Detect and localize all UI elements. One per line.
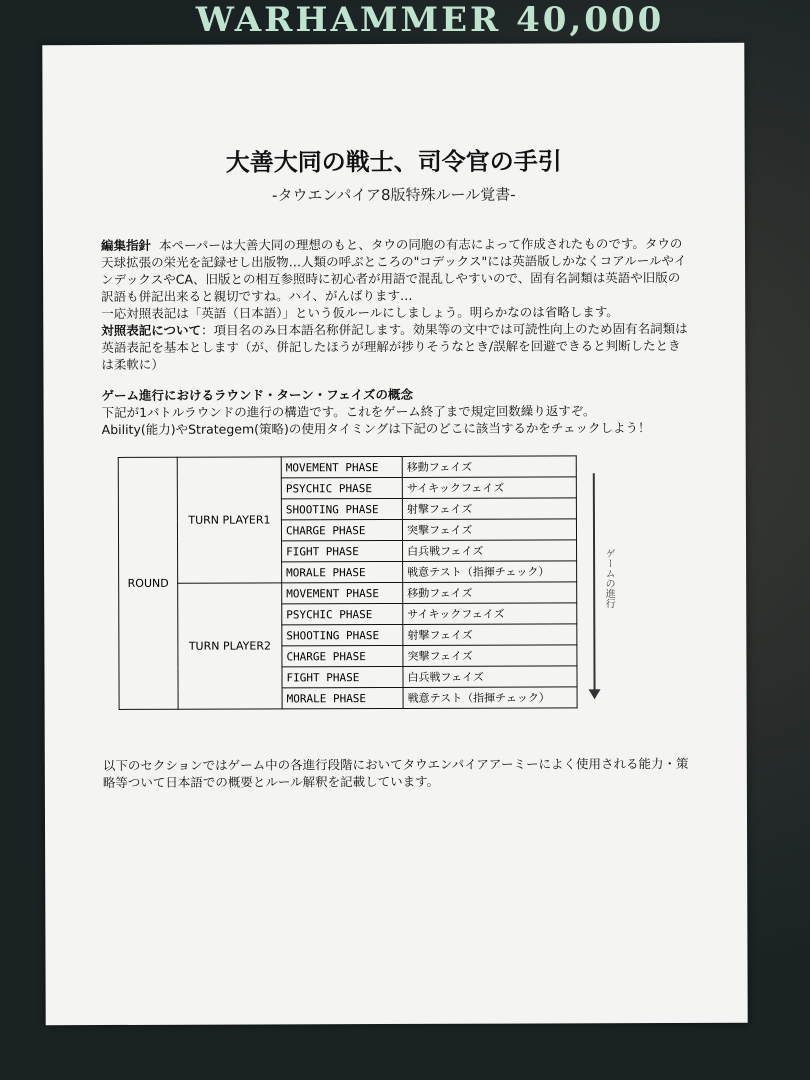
phase-en: MORALE PHASE: [282, 561, 403, 582]
notation-body: ：項目名のみ日本語名称併記します。効果等の文中では可読性向上のため固有名詞類は英語表記を基本とします（が、併記したほうが理解が捗りそうなとき/誤解を回避できると判断したときは柔軟に）: [101, 320, 688, 373]
banner-logo: WARHAMMER 40,000: [195, 0, 665, 40]
intro-body: 本ペーパーは大善大同の理想のもと、タウの同胞の有志によって作成されたものです。タウの天球拡張の栄光を記録せし出版物…人類の呼ぶところの"コデックス"には英語版しかなくコアルールやインデックスやCA、旧版との相互参照時に初心者が用語で混乱しやすいので、固有名詞類は英語や旧版の訳語も併記出来ると親切ですね。ハイ、がんばります…: [101, 235, 687, 305]
phase-jp: 突撃フェイズ: [403, 645, 577, 667]
phase-en: FIGHT PHASE: [282, 666, 403, 687]
phase-en: PSYCHIC PHASE: [282, 603, 403, 624]
table-row: [118, 456, 576, 479]
phase-jp: サイキックフェイズ: [403, 603, 577, 625]
turn-cell: TURN PLAYER2: [178, 583, 282, 709]
closing-paragraph: 以下のセクションではゲーム中の各進行段階においてタウエンパイアアーミーによく使用される能力・策略等ついて日本語での概要とルール解釈を記載しています。: [102, 755, 689, 791]
phase-jp: 突撃フェイズ: [402, 519, 576, 541]
arrow-label: ゲームの進行: [603, 548, 615, 609]
table-row: [119, 582, 577, 605]
phase-jp: 射撃フェイズ: [402, 498, 576, 520]
phase-jp: 戦意テスト（指揮チェック）: [403, 561, 577, 583]
phase-jp: 移動フェイズ: [403, 582, 577, 604]
phase-jp: 戦意テスト（指揮チェック）: [403, 687, 577, 709]
notation-heading: 対照表記について: [101, 322, 202, 339]
page-subtitle: -タウエンパイア8版特殊ルール覚書-: [271, 185, 516, 205]
intro-heading: 編集指針: [100, 237, 152, 254]
phase-jp: サイキックフェイズ: [402, 477, 576, 499]
phase-table: [118, 455, 578, 710]
section-line2: Ability(能力)やStrategem(策略)の使用タイミングは下記のどこに該当するかをチェックしよう！: [101, 420, 651, 438]
phase-en: MORALE PHASE: [282, 687, 403, 708]
phase-jp: 白兵戦フェイズ: [403, 540, 577, 562]
arrow-head-icon: [589, 689, 601, 699]
phase-en: CHARGE PHASE: [282, 645, 403, 666]
phase-en: CHARGE PHASE: [281, 519, 402, 540]
intro-line2: 一応対照表記は「英語（日本語）」という仮ルールにしましょう。明らかなのは省略します。: [101, 304, 619, 322]
phase-jp: 射撃フェイズ: [403, 624, 577, 646]
page-title: 大善大同の戦士、司令官の手引: [225, 147, 562, 177]
intro-paragraph: [101, 235, 691, 373]
phase-en: MOVEMENT PHASE: [282, 582, 403, 603]
section-heading: ゲーム進行におけるラウンド・ターン・フェイズの概念: [101, 386, 414, 404]
turn-cell: TURN PLAYER1: [177, 457, 281, 583]
phase-en: MOVEMENT PHASE: [281, 456, 402, 477]
phase-en: SHOOTING PHASE: [282, 624, 403, 645]
round-cell: ROUND: [118, 457, 178, 709]
phase-jp: 移動フェイズ: [402, 456, 576, 478]
phase-en: SHOOTING PHASE: [281, 498, 402, 519]
document-page: [42, 43, 747, 1025]
progress-arrow: [593, 473, 596, 691]
section-intro: [101, 385, 691, 438]
phase-jp: 白兵戦フェイズ: [403, 666, 577, 688]
phase-en: FIGHT PHASE: [282, 540, 403, 561]
phase-en: PSYCHIC PHASE: [281, 477, 402, 498]
section-line1: 下記が1バトルラウンドの進行の構造です。これをゲーム終了まで規定回数繰り返すぞ。: [101, 403, 596, 421]
